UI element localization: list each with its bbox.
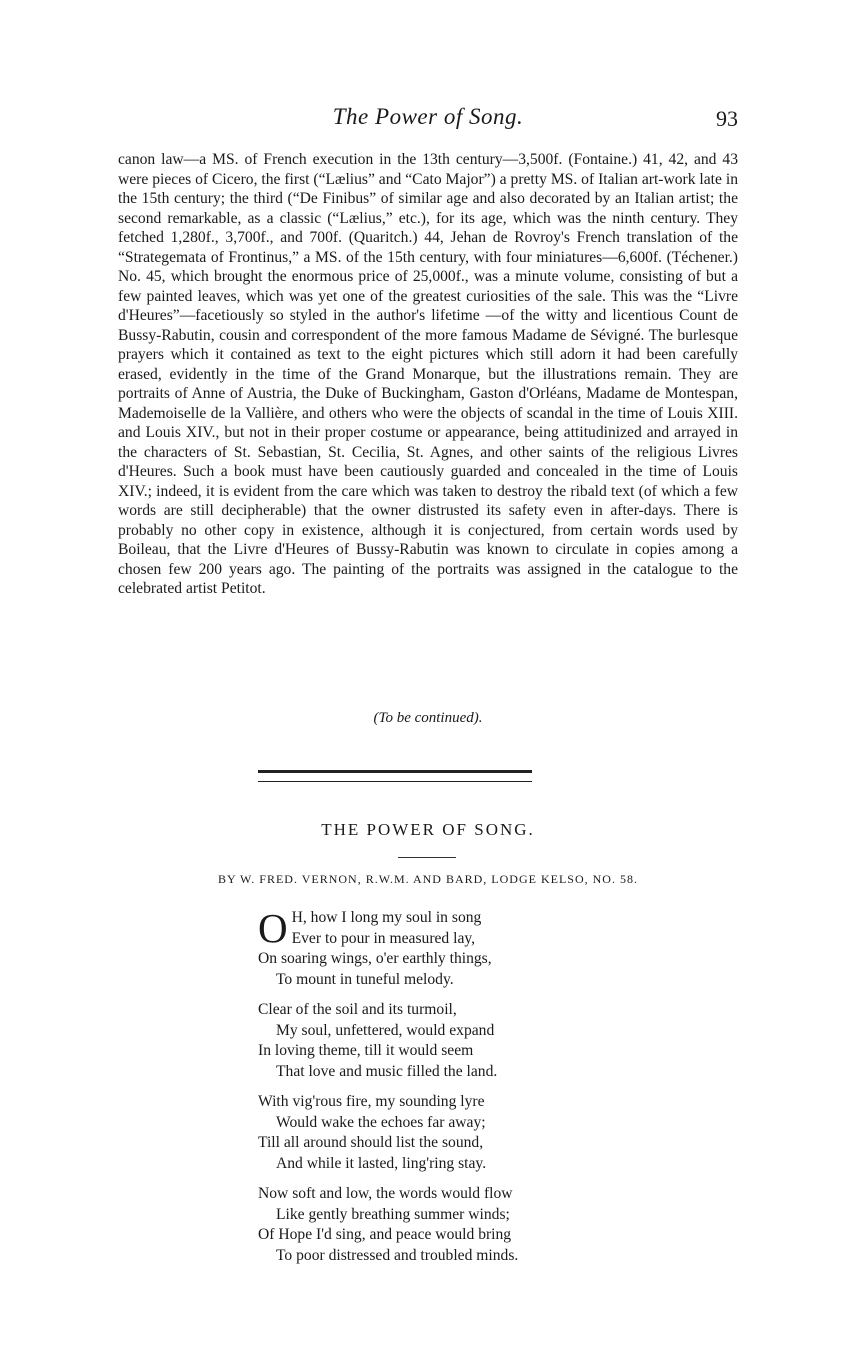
poem-line: On soaring wings, o'er earthly things, xyxy=(258,950,492,967)
poem-line: Ever to pour in measured lay, xyxy=(291,929,476,947)
poem-stanza xyxy=(258,1000,658,1082)
poem-line: Would wake the echoes far away; xyxy=(276,1113,486,1131)
poem-line: My soul, unfettered, would expand xyxy=(276,1021,495,1039)
page-header xyxy=(118,104,738,134)
poem-line: Clear of the soil and its turmoil, xyxy=(258,1001,457,1018)
section-divider xyxy=(258,770,532,782)
to-be-continued-note: (To be continued). xyxy=(373,710,483,726)
poem-line: With vig'rous fire, my sounding lyre xyxy=(258,1093,485,1110)
poem-stanza xyxy=(258,905,658,990)
poem-stanza xyxy=(258,1184,658,1266)
poem-line: H, how I long my soul in song xyxy=(291,909,482,926)
poem-line: Now soft and low, the words would flow xyxy=(258,1185,513,1202)
poem-line: Like gently breathing summer winds; xyxy=(276,1205,510,1223)
poem-line: To mount in tuneful melody. xyxy=(276,970,454,988)
running-title: The Power of Song. xyxy=(332,104,524,129)
poem-title: THE POWER OF SONG. xyxy=(321,820,535,839)
poem-line: To poor distressed and troubled minds. xyxy=(276,1246,519,1264)
poem-line: That love and music filled the land. xyxy=(276,1062,498,1080)
poem-byline: BY W. FRED. VERNON, R.W.M. AND BARD, LODGE KELSO, NO. 58. xyxy=(218,872,638,886)
poem-line: In loving theme, till it would seem xyxy=(258,1042,474,1059)
poem-line: Till all around should list the sound, xyxy=(258,1134,484,1151)
poem xyxy=(258,905,658,1276)
poem-line: Of Hope I'd sing, and peace would bring xyxy=(258,1226,512,1243)
poem-line: And while it lasted, ling'ring stay. xyxy=(276,1154,487,1172)
article-body xyxy=(118,150,738,599)
page-number: 93 xyxy=(716,106,738,131)
drop-cap: O xyxy=(258,905,288,951)
article-paragraph: canon law—a MS. of French execution in the 13th century—3,500f. (Fontaine.) 41, 42, and 43 were pieces of Cicero, the first (“Lælius” and “Cato Major”) a pretty MS. of Italian art-work late in the 15th century; the third (“De Finibus” of similar age and also decorated by an Italian artist; the second remarkable, as a classic (“Lælius,” etc.), for its age, which was the ninth century. They fetched 1,280f., 3,700f., and 700f. (Quaritch.) 44, Jehan de Rovroy's French translation of the “Strategemata of Frontinus,” a MS. of the 15th century, with four miniatures—6,600f. (Téchener.) No. 45, which brought the enormous price of 25,000f., was a minute volume, consisting of but a few painted leaves, which was yet one of the greatest curiosities of the sale. This was the “Livre d'Heures”—facetiously so styled in the author's lifetime —of the witty and licentious Count de Bussy-Rabutin, cousin and correspondent of the more famous Madame de Sévigné. The burlesque prayers which it contained as text to the eight pictures which still adorn it had been carefully erased, evidently in the time of the Grand Monarque, but the illustrations remain. They are portraits of Anne of Austria, the Duke of Buckingham, Gaston d'Orléans, Madame de Montespan, Mademoiselle de la Vallière, and others who were the objects of scandal in the time of Louis XIII. and Louis XIV., but not in their proper costume or appearance, being attitudinized and arrayed in the characters of St. Sebastian, St. Cecilia, St. Agnes, and other saints of the religious Livres d'Heures. Such a book must have been cautiously guarded and concealed in the time of Louis XIV.; indeed, it is evident from the care which was taken to destroy the ribald text (of which a few words are still decipherable) that the owner distrusted its safety even in after-days. There is probably no other copy in existence, although it is conjectured, from certain words used by Boileau, that the Livre d'Heures of Bussy-Rabutin was known to circulate in copies among a chosen few 200 years ago. The painting of the portraits was assigned in the catalogue to the celebrated artist Petitot. xyxy=(118,151,738,597)
poem-stanza xyxy=(258,1092,658,1174)
title-rule xyxy=(398,857,456,858)
